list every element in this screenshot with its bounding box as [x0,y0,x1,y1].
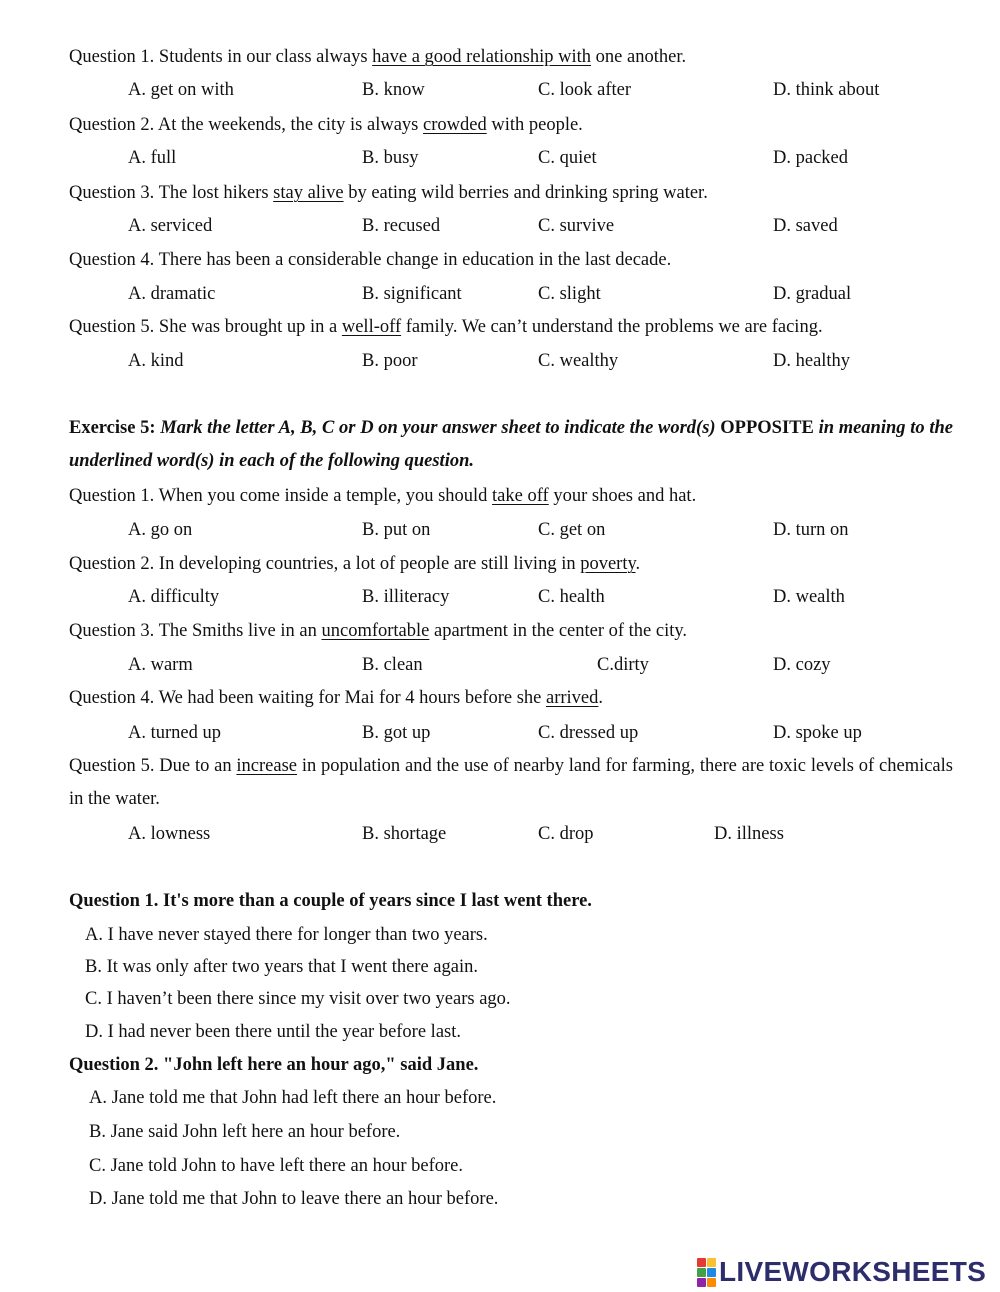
option-b[interactable]: B. Jane said John left here an hour before. [89,1122,401,1142]
option-d[interactable]: D. illness [714,824,784,844]
option-d[interactable]: D. turn on [773,520,849,540]
option-b[interactable]: B. got up [362,723,431,743]
option-d[interactable]: D. wealth [773,587,845,607]
question-e5-2: Question 2. In developing countries, a lot of people are still living in poverty. [69,554,641,574]
option-a[interactable]: A. get on with [128,80,234,100]
option-c[interactable]: C. look after [538,80,631,100]
question-s1-1: Question 1. Students in our class always have a good relationship with one another. [69,47,687,67]
options-e5-4 [0,723,1000,747]
option-b[interactable]: B. recused [362,216,441,236]
question-r-2: Question 2. "John left here an hour ago," said Jane. [69,1055,479,1075]
option-b[interactable]: B. put on [362,520,431,540]
option-b[interactable]: B. shortage [362,824,447,844]
options-s1-1 [0,80,1000,104]
question-s1-2: Question 2. At the weekends, the city is always crowded with people. [69,115,583,135]
option-c[interactable]: C. wealthy [538,351,619,371]
options-e5-2 [0,587,1000,611]
option-c[interactable]: C. I haven’t been there since my visit over two years ago. [85,989,511,1009]
logo-blocks-icon [697,1258,716,1287]
question-s1-5: Question 5. She was brought up in a well-off family. We can’t understand the problems we are facing. [69,317,823,337]
option-d[interactable]: D. spoke up [773,723,862,743]
option-c[interactable]: C. drop [538,824,594,844]
option-b[interactable]: B. clean [362,655,423,675]
option-b[interactable]: B. busy [362,148,419,168]
liveworksheets-logo [697,1252,986,1292]
option-c[interactable]: C. get on [538,520,606,540]
option-a[interactable]: A. difficulty [128,587,220,607]
options-s1-5 [0,351,1000,375]
option-a[interactable]: A. dramatic [128,284,216,304]
options-e5-1 [0,520,1000,544]
option-d[interactable]: D. I had never been there until the year before last. [85,1022,461,1042]
option-d[interactable]: D. cozy [773,655,831,675]
option-a[interactable]: A. full [128,148,177,168]
option-d[interactable]: D. packed [773,148,848,168]
question-e5-5: Question 5. Due to an increase in population and the use of nearby land for farming, there are toxic levels of chemicals in the water. [69,756,953,809]
option-d[interactable]: D. healthy [773,351,851,371]
options-s1-4 [0,284,1000,308]
option-a[interactable]: A. I have never stayed there for longer than two years. [85,925,488,945]
option-c[interactable]: C. slight [538,284,601,304]
option-c[interactable]: C. dressed up [538,723,639,743]
logo-text: LIVEWORKSHEETS [719,1256,987,1287]
options-e5-5 [0,824,1000,848]
option-b[interactable]: B. It was only after two years that I went there again. [85,957,478,977]
question-r-1: Question 1. It's more than a couple of years since I last went there. [69,891,592,911]
question-e5-3: Question 3. The Smiths live in an uncomfortable apartment in the center of the city. [69,621,688,641]
question-s1-4: Question 4. There has been a considerable change in education in the last decade. [69,250,672,270]
option-b[interactable]: B. significant [362,284,462,304]
option-a[interactable]: A. lowness [128,824,211,844]
option-b[interactable]: B. know [362,80,425,100]
option-c[interactable]: C. survive [538,216,615,236]
option-c[interactable]: C. health [538,587,605,607]
option-a[interactable]: A. go on [128,520,193,540]
option-c[interactable]: C.dirty [597,655,649,675]
option-d[interactable]: D. Jane told me that John to leave there an hour before. [89,1189,499,1209]
question-e5-1: Question 1. When you come inside a temple, you should take off your shoes and hat. [69,486,697,506]
option-d[interactable]: D. saved [773,216,838,236]
option-b[interactable]: B. poor [362,351,418,371]
option-a[interactable]: A. serviced [128,216,213,236]
option-a[interactable]: A. turned up [128,723,221,743]
options-s1-3 [0,216,1000,240]
option-a[interactable]: A. warm [128,655,193,675]
option-c[interactable]: C. quiet [538,148,597,168]
question-e5-4: Question 4. We had been waiting for Mai for 4 hours before she arrived. [69,688,604,708]
exercise5-instructions: Exercise 5: Mark the letter A, B, C or D on your answer sheet to indicate the word(s) OPPOSITE in meaning to the underlined word(s) in each of the following question. [69,418,953,471]
option-d[interactable]: D. think about [773,80,880,100]
option-b[interactable]: B. illiteracy [362,587,450,607]
question-s1-3: Question 3. The lost hikers stay alive by eating wild berries and drinking spring water. [69,183,708,203]
option-c[interactable]: C. Jane told John to have left there an hour before. [89,1156,463,1176]
option-d[interactable]: D. gradual [773,284,852,304]
options-e5-3 [0,655,1000,679]
option-a[interactable]: A. Jane told me that John had left there an hour before. [89,1088,497,1108]
options-s1-2 [0,148,1000,172]
option-a[interactable]: A. kind [128,351,184,371]
